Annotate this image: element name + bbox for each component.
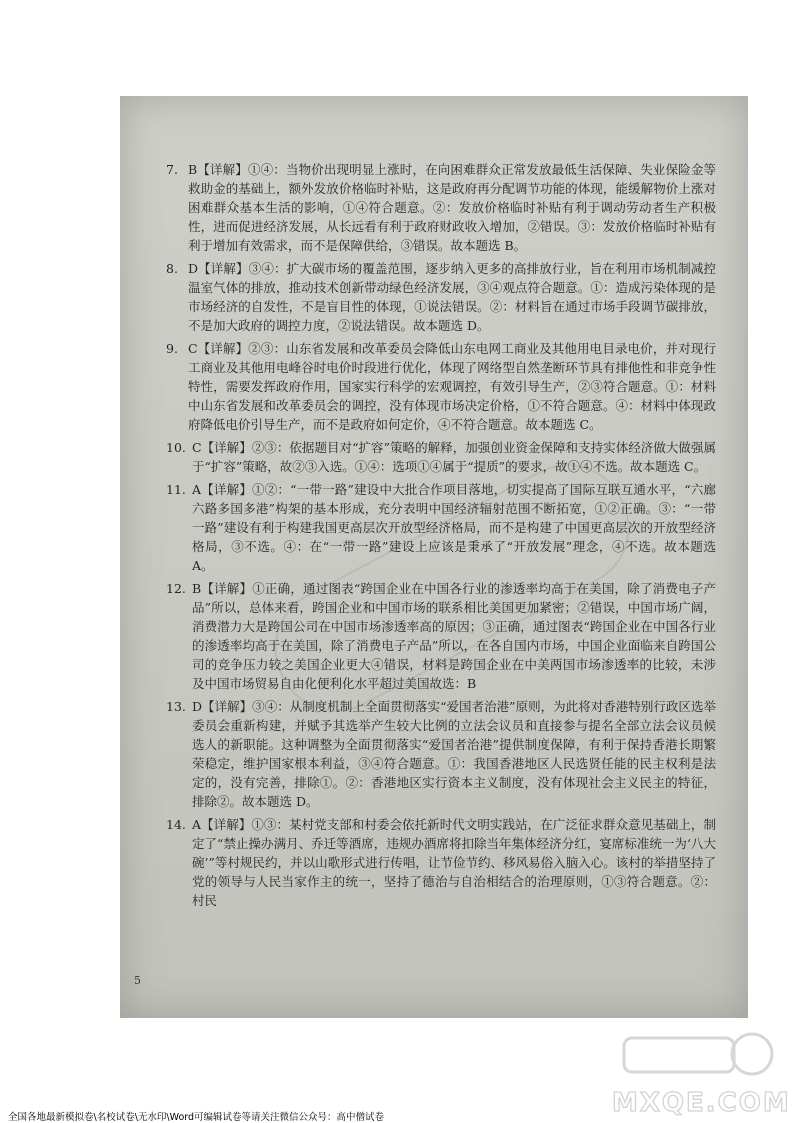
question-explanation: C【详解】②③：山东省发展和改革委员会降低山东电网工商业及其他用电目录电价，并对现行工商业及其他用电峰谷时电价时段进行优化，体现了网络型自然垄断环节具有排他性和非竞争性特性，需要发挥政府作用，国家实行科学的宏观调控，有效引导生产，②③符合题意。①：材料中山东省发展和改革委员会的调控，没有体现市场决定价格，①不符合题意。④：材料中体现政府降低电价引导生产，而不是政府如何定价，④不符合题意。故本题选 C。 [188, 341, 716, 432]
question-explanation: B【详解】①④：当物价出现明显上涨时，在向困难群众正常发放最低生活保障、失业保险金等救助金的基础上，额外发放价格临时补贴，这是政府再分配调节功能的体现，能缓解物价上涨对困难群众基本生活的影响，①④符合题意。②：发放价格临时补贴有利于调动劳动者生产积极性，进而促进经济发展，从长远看有利于政府财政收入增加，②错误。③：发放价格临时补贴有利于增加有效需求，而不是保障供给，③错误。故本题选 B。 [188, 162, 716, 253]
question-number: 7. [166, 162, 178, 177]
question-14 [166, 815, 716, 910]
question-explanation: D【详解】③④：从制度机制上全面贯彻落实“爱国者治港”原则，为此将对香港特别行政区选举委员会重新构建，并赋予其选举产生较大比例的立法会议员和直接参与提名全部立法会议员候选人的新职能。这种调整为全面贯彻落实“爱国者治港”提供制度保障，有利于保持香港长期繁荣稳定，维护国家根本利益，③④符合题意。①：我国香港地区人民选贤任能的民主权利是法定的，没有完善，排除①。②：香港地区实行资本主义制度，没有体现社会主义民主的特征，排除②。故本题选 D。 [192, 699, 716, 809]
question-number: 14. [166, 817, 186, 832]
scanned-page [120, 96, 748, 1018]
question-12 [166, 579, 716, 693]
question-explanation: D【详解】③④：扩大碳市场的覆盖范围，逐步纳入更多的高排放行业，旨在利用市场机制减控温室气体的排放，推动技术创新带动绿色经济发展，③④观点符合题意。①：造成污染体现的是市场经济的自发性，不是盲目性的体现，①说法错误。②：材料旨在通过市场手段调节碳排放，不是加大政府的调控力度，②说法错误。故本题选 D。 [188, 261, 716, 333]
footer-notice: 全国各地最新模拟卷\名校试卷\无水印\Word可编辑试卷等请关注微信公众号：高中僧试卷 [8, 1112, 385, 1123]
question-11 [166, 480, 716, 575]
question-13 [166, 697, 716, 811]
answer-explanations [166, 160, 716, 914]
question-number: 13. [166, 699, 186, 714]
question-number: 10. [166, 440, 186, 455]
question-7 [166, 160, 716, 255]
site-logo-text: MXQE.COM [612, 1088, 791, 1118]
question-explanation: C【详解】②③：依据题目对“扩容”策略的解释，加强创业资金保障和支持实体经济做大做强属于“扩容”策略，故②③入选。①④：选项①④属于“提质”的要求，故①④不选。故本题选 C。 [192, 440, 716, 474]
question-number: 9. [166, 341, 178, 356]
question-explanation: A【详解】①③：某村党支部和村委会依托新时代文明实践站，在广泛征求群众意见基础上，制定了“禁止操办满月、乔迁等酒席，违规办酒席将扣除当年集体经济分红，宴席标准统一为‘八大碗’”等村规民约，并以山歌形式进行传唱，让节俭节约、移风易俗入脑入心。该村的举措坚持了党的领导与人民当家作主的统一，坚持了德治与自治相结合的治理原则，①③符合题意。②：村民 [192, 817, 716, 908]
question-number: 8. [166, 261, 178, 276]
question-8 [166, 259, 716, 335]
question-number: 12. [166, 581, 186, 596]
question-10 [166, 438, 716, 476]
question-number: 11. [166, 482, 186, 497]
page-number: 5 [134, 974, 141, 987]
question-explanation: B【详解】①正确，通过图表“跨国企业在中国各行业的渗透率均高于在美国，除了消费电子产品”所以，总体来看，跨国企业和中国市场的联系相比美国更加紧密；②错误，中国市场广阔，消费潜力大是跨国公司在中国市场渗透率高的原因；③正确，通过图表“跨国企业在中国各行业的渗透率均高于在美国，除了消费电子产品”所以，在各自国内市场，中国企业面临来自跨国公司的竞争压力较之美国企业更大④错误，材料是跨国企业在中美两国市场渗透率的比较，未涉及中国市场贸易自由化便利化水平超过美国故选：B [192, 581, 716, 691]
question-explanation: A【详解】①②：“一带一路”建设中大批合作项目落地，切实提高了国际互联互通水平，“六廊六路多国多港”构架的基本形成，充分表明中国经济辐射范围不断拓宽，①②正确。③：“一带一路”建设有利于构建我国更高层次开放型经济格局，而不是构建了中国更高层次的开放型经济格局，③不选。④：在“一带一路”建设上应该是秉承了“开放发展”理念，④不选。故本题选 A。 [192, 482, 716, 573]
question-9 [166, 339, 716, 434]
